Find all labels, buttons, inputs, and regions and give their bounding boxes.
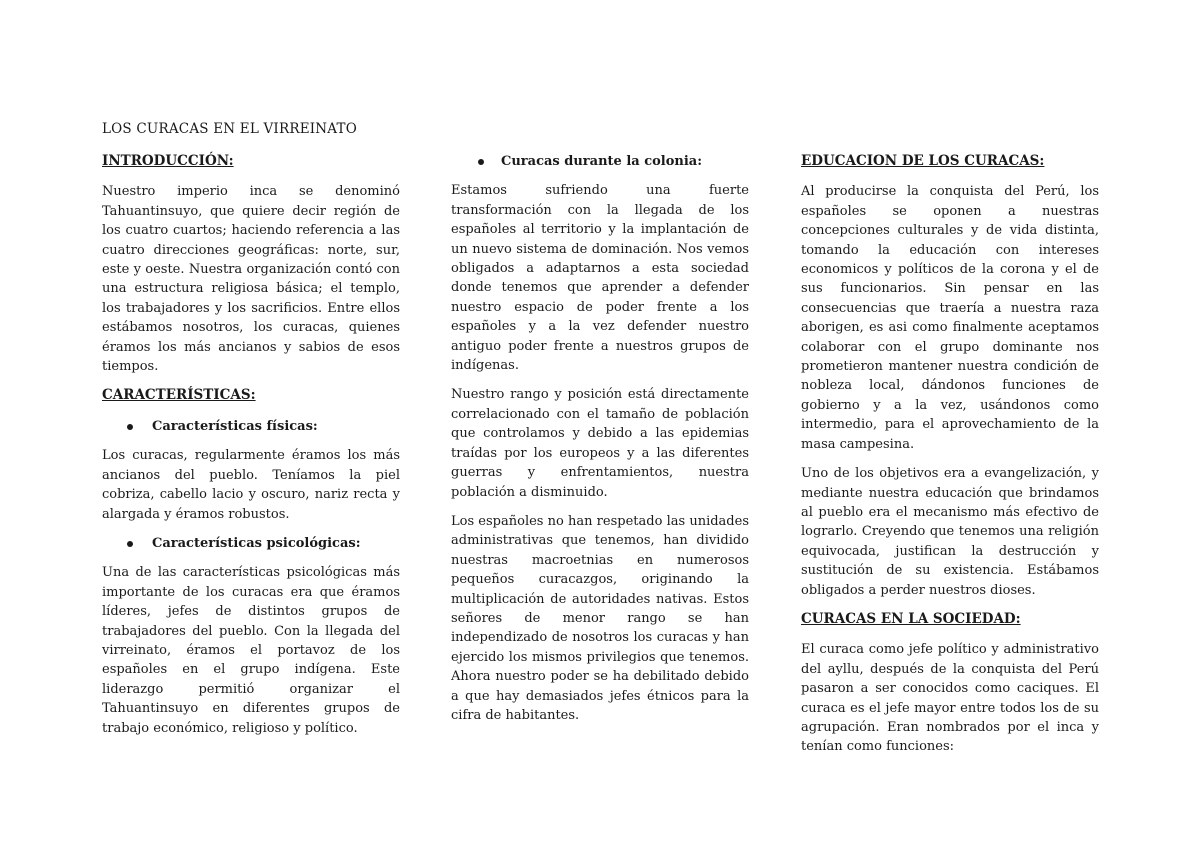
society-heading: CURACAS EN LA SOCIEDAD: <box>801 610 1021 627</box>
physical-paragraph: Los curacas, regularmente éramos los más ancianos del pueblo. Teníamos la piel cobriza, cabello lacio y oscuro, nariz recta y alargada y éramos robustos. <box>102 448 400 522</box>
colonia-label: Curacas durante la colonia: <box>501 154 703 169</box>
document-title: LOS CURACAS EN EL VIRREINATO <box>102 121 357 137</box>
education-paragraph-1: Al producirse la conquista del Perú, los españoles se oponen a nuestras concepciones culturales y de vida distinta, tomando la educación con intereses economicos y políticos de la corona y el de sus funcionarios. Sin pensar en las consecuencias que traería a nuestra raza aborigen, es asi como finalmente aceptamos colaborar con el grupo dominante nos prometieron mantener nuestra condición de nobleza local, dándonos funciones de gobierno y a la vez, usándonos como intermedio, para el aprovechamiento de la masa campesina. <box>801 184 1099 452</box>
bullet-icon <box>127 424 133 430</box>
column-left <box>102 152 400 748</box>
colonia-paragraph-2: Nuestro rango y posición está directamente correlacionado con el tamaño de población que controlamos y debido a las epidemias traídas por los europeos y a las diferentes guerras y enfrentamientos, nuestra población a disminuido. <box>451 387 749 500</box>
psychological-label: Características psicológicas: <box>152 535 361 551</box>
colonia-bullet <box>451 152 749 171</box>
physical-label: Características físicas: <box>152 418 318 434</box>
intro-heading: INTRODUCCIÓN: <box>102 153 234 169</box>
colonia-paragraph-1: Estamos sufriendo una fuerte transformación con la llegada de los españoles al territorio y la implantación de un nuevo sistema de dominación. Nos vemos obligados a adaptarnos a esta sociedad donde tenemos que aprender a defender nuestro espacio de poder frente a los españoles y a la vez defender nuestro antiguo poder frente a nuestros grupos de indígenas. <box>451 183 749 374</box>
bullet-icon <box>478 159 484 165</box>
colonia-paragraph-3: Los españoles no han respetado las unidades administrativas que tenemos, han dividido nuestras macroetnias en numerosos pequeños curacazgos, originando la multiplicación de autoridades nativas. Estos señores de menor rango se han independizado de nosotros los curacas y han ejercido los mismos privilegios que tenemos. Ahora nuestro poder se ha debilitado debido a que hay demasiados jefes étnicos para la cifra de habitantes. <box>451 513 749 723</box>
column-right <box>801 152 1099 767</box>
society-paragraph: El curaca como jefe político y administrativo del ayllu, después de la conquista del Perú pasaron a ser conocidos como caciques. El curaca es el jefe mayor entre todos los de su agrupación. Eran nombrados por el inca y tenían como funciones: <box>801 642 1099 755</box>
physical-bullet <box>102 417 400 436</box>
psychological-paragraph: Una de las características psicológicas más importante de los curacas era que éramos líderes, jefes de distintos grupos de trabajadores del pueblo. Con la llegada del virreinato, éramos el portavoz de los españoles en el grupo indígena. Este liderazgo permitió organizar el Tahuantinsuyo en diferentes grupos de trabajo económico, religioso y político. <box>102 565 400 736</box>
bullet-icon <box>127 541 133 547</box>
column-middle <box>451 152 749 735</box>
psychological-bullet <box>102 534 400 553</box>
education-heading: EDUCACION DE LOS CURACAS: <box>801 153 1045 169</box>
intro-paragraph: Nuestro imperio inca se denominó Tahuantinsuyo, que quiere decir región de los cuatro cuartos; haciendo referencia a las cuatro direcciones geográficas: norte, sur, este y oeste. Nuestra organización contó con una estructura religiosa básica; el templo, los trabajadores y los sacrificios. Entre ellos estábamos nosotros, los curacas, quienes éramos los más ancianos y sabios de esos tiempos. <box>102 184 400 375</box>
education-paragraph-2: Uno de los objetivos era a evangelización, y mediante nuestra educación que brindamos al pueblo era el mecanismo más efectivo de lograrlo. Creyendo que tenemos una religión equivocada, justifican la destrucción y sustitución de su existencia. Estábamos obligados a perder nuestros dioses. <box>801 466 1099 598</box>
characteristics-heading: CARACTERÍSTICAS: <box>102 387 256 404</box>
